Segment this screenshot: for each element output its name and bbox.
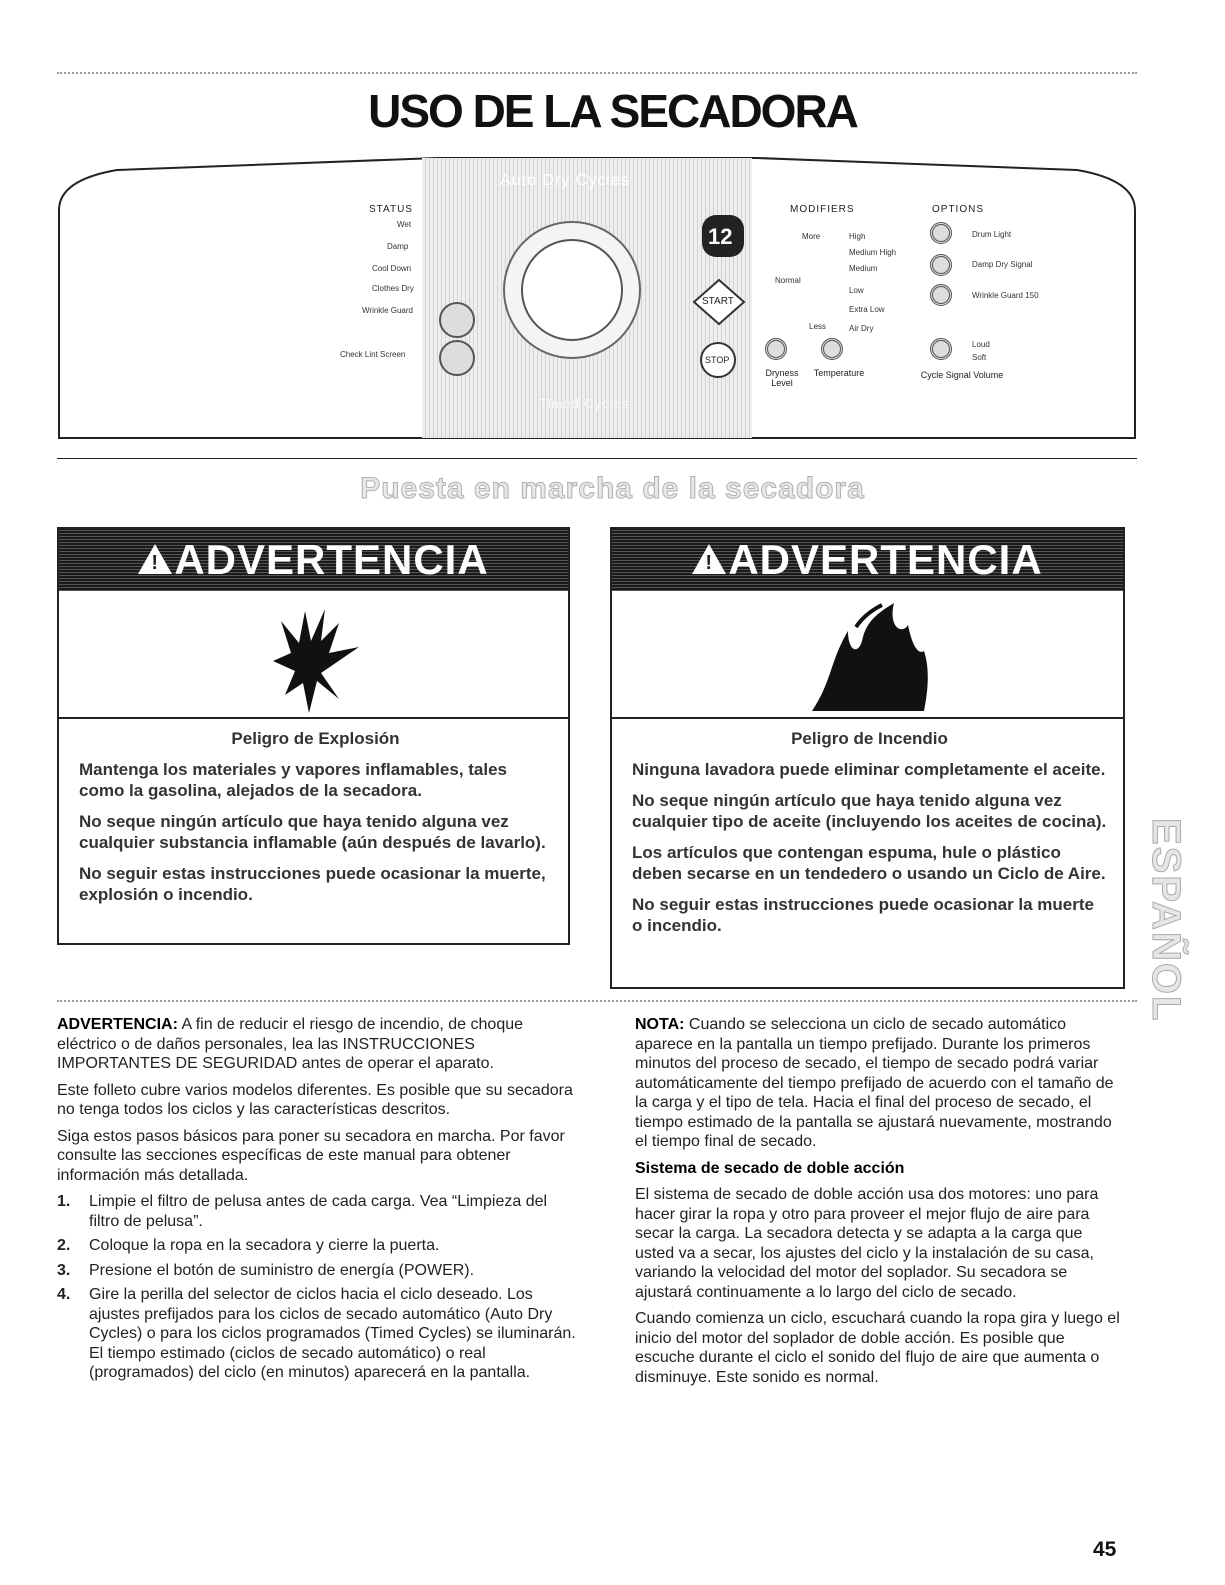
note-paragraph [635, 1015, 1125, 1152]
subheading: Sistema de secado de doble acción [635, 1159, 905, 1177]
warning-triangle-icon [138, 544, 172, 574]
step-text: Limpie el filtro de pelusa antes de cada carga. Vea “Limpieza del filtro de pelusa”. [89, 1193, 548, 1230]
stop-button[interactable]: STOP [705, 355, 730, 365]
explosion-icon [59, 591, 572, 719]
dryness-more: More [802, 232, 821, 241]
dryness-button[interactable] [765, 338, 787, 360]
volume-loud: Loud [972, 340, 990, 349]
warning-box-explosion [57, 527, 570, 945]
status-clothes-dry: Clothes Dry [372, 284, 414, 293]
page-number: 45 [1093, 1538, 1117, 1561]
warning-header-label: ADVERTENCIA [728, 536, 1043, 583]
warning-text: A fin de reducir el riesgo de incendio, de choque eléctrico o de daños personales, lea las INSTRUCCIONES IMPORTANTES DE SEGURIDAD antes de operar el aparato. [57, 1016, 524, 1072]
warning-lead: ADVERTENCIA: [57, 1016, 178, 1033]
safety-warning-paragraph [57, 1015, 577, 1074]
options-heading: OPTIONS [932, 204, 985, 215]
warning-paragraph: No seguir estas instrucciones puede ocasionar la muerte, explosión o incendio. [79, 864, 546, 904]
control-panel-illustration [57, 150, 1137, 443]
steps-list [57, 1192, 577, 1383]
dryness-level-label: Dryness Level [765, 368, 799, 388]
body-paragraph: Siga estos pasos básicos para poner su secadora en marcha. Por favor consulte las secciones específicas de este manual para obtener información más detallada. [57, 1127, 565, 1184]
damp-dry-signal-button[interactable] [930, 254, 952, 276]
language-tab: ESPAÑOL [1144, 818, 1188, 1023]
list-item [57, 1261, 577, 1281]
timed-cycles-label: Timed Cycles [539, 396, 630, 411]
warning-paragraph: No seque ningún artículo que haya tenido alguna vez cualquier substancia inflamable (aún después de lavarlo). [79, 812, 546, 852]
volume-soft: Soft [972, 353, 987, 362]
warning-triangle-icon [692, 544, 726, 574]
wrinkle-guard-button[interactable] [930, 284, 952, 306]
warning-icon-area [59, 591, 568, 719]
check-lint-screen: Check Lint Screen [340, 350, 406, 359]
list-item [57, 1236, 577, 1256]
step-text: Coloque la ropa en la secadora y cierre la puerta. [89, 1237, 440, 1254]
drum-light-button[interactable] [930, 222, 952, 244]
warning-paragraph: No seque ningún artículo que haya tenido alguna vez cualquier tipo de aceite (incluyendo los aceites de cocina). [632, 791, 1107, 831]
section-title: Puesta en marcha de la secadora [360, 472, 865, 505]
temp-high: High [849, 232, 866, 241]
temp-air-dry: Air Dry [849, 324, 874, 333]
body-paragraph: Este folleto cubre varios modelos diferentes. Es posible que su secadora no tenga todos los ciclos y las características descritos. [57, 1081, 573, 1118]
step-number: 2. [57, 1237, 71, 1254]
auto-dry-cycles-label: Auto Dry Cycles [500, 172, 630, 189]
warning-paragraph: Mantenga los materiales y vapores inflamables, tales como la gasolina, alejados de la secadora. [79, 760, 508, 800]
warning-paragraph: Ninguna lavadora puede eliminar completamente el aceite. [632, 760, 1106, 779]
body-paragraph: Cuando comienza un ciclo, escuchará cuando la ropa gira y luego el inicio del motor del soplador de doble acción. Es posible que escuche durante el ciclo el sonido del flujo de aire que aumenta o disminuye. Este sonido es normal. [635, 1310, 1120, 1386]
cycle-signal-volume-label: Cycle Signal Volume [920, 370, 1004, 380]
note-text: Cuando se selecciona un ciclo de secado automático aparece en la pantalla un tiempo prefijado. Durante los primeros minutos del proceso de secado, el tiempo de secado podrá variar automáticamente del tiempo prefijado de acuerdo con el tamaño de la carga y el tipo de tela. Hacia el final del proceso de secado, el tiempo estimado de la pantalla se ajustará nuevamente, mostrando el tiempo final de secado. [635, 1016, 1114, 1150]
warning-header [59, 529, 568, 591]
warning-icon-area [612, 591, 1123, 719]
option-damp-dry-signal: Damp Dry Signal [972, 260, 1033, 269]
right-column [635, 1015, 1125, 1394]
list-item [57, 1285, 577, 1383]
content-divider [57, 1000, 1137, 1002]
top-divider [57, 72, 1137, 74]
start-button[interactable]: START [702, 296, 734, 307]
cycle-signal-button[interactable] [930, 338, 952, 360]
temp-extra-low: Extra Low [849, 305, 885, 314]
list-item [57, 1192, 577, 1231]
status-wrinkle-guard: Wrinkle Guard [362, 306, 413, 315]
warning-paragraph: No seguir estas instrucciones puede ocasionar la muerte o incendio. [632, 895, 1094, 935]
status-damp: Damp [387, 242, 409, 251]
step-text: Gire la perilla del selector de ciclos hacia el ciclo deseado. Los ajustes prefijados para los ciclos de secado automático (Auto Dry Cycles) o para los ciclos programados (Timed Cycles) se iluminarán. El tiempo estimado (ciclos de secado automático) o real (programados) del ciclo (en minutos) aparecerá en la pantalla. [89, 1286, 576, 1381]
warning-header [612, 529, 1123, 591]
status-heading: STATUS [369, 204, 413, 215]
section-divider [57, 458, 1137, 459]
step-number: 1. [57, 1193, 71, 1210]
step-number: 4. [57, 1286, 71, 1303]
note-lead: NOTA: [635, 1016, 685, 1033]
warning-header-label: ADVERTENCIA [174, 536, 489, 583]
warning-box-fire [610, 527, 1125, 989]
page-title: USO DE LA SECADORA [368, 85, 857, 137]
step-text: Presione el botón de suministro de energía (POWER). [89, 1261, 475, 1279]
temp-medium: Medium [849, 264, 878, 273]
warning-title: Peligro de Explosión [231, 729, 400, 748]
left-column [57, 1015, 577, 1388]
dryness-less: Less [809, 322, 826, 331]
option-wrinkle-guard: Wrinkle Guard 150 [972, 291, 1039, 300]
temp-low: Low [849, 286, 864, 295]
warning-title: Peligro de Incendio [791, 729, 948, 748]
temperature-button[interactable] [821, 338, 843, 360]
fire-icon [612, 591, 1127, 719]
status-wet: Wet [397, 220, 412, 229]
modifiers-heading: MODIFIERS [790, 204, 855, 215]
time-display: 12 [708, 224, 733, 249]
body-paragraph: El sistema de secado de doble acción usa dos motores: uno para hacer girar la ropa y otro para proveer el mejor flujo de aire para secar la carga. La secadora detecta y se adapta a la carga que usted va a secar, los ajustes del ciclo y la instalación de su casa, variando la velocidad del motor del soplador. Su secadora se ajustará continuamente a lo largo del ciclo de secado. [635, 1186, 1099, 1301]
dryness-normal: Normal [775, 276, 801, 285]
temperature-label: Temperature [813, 368, 865, 378]
temp-medium-high: Medium High [849, 248, 897, 257]
option-drum-light: Drum Light [972, 230, 1012, 239]
step-number: 3. [57, 1261, 71, 1279]
warning-paragraph: Los artículos que contengan espuma, hule o plástico deben secarse en un tendedero o usando un Ciclo de Aire. [632, 843, 1106, 883]
status-cool-down: Cool Down [372, 264, 412, 273]
